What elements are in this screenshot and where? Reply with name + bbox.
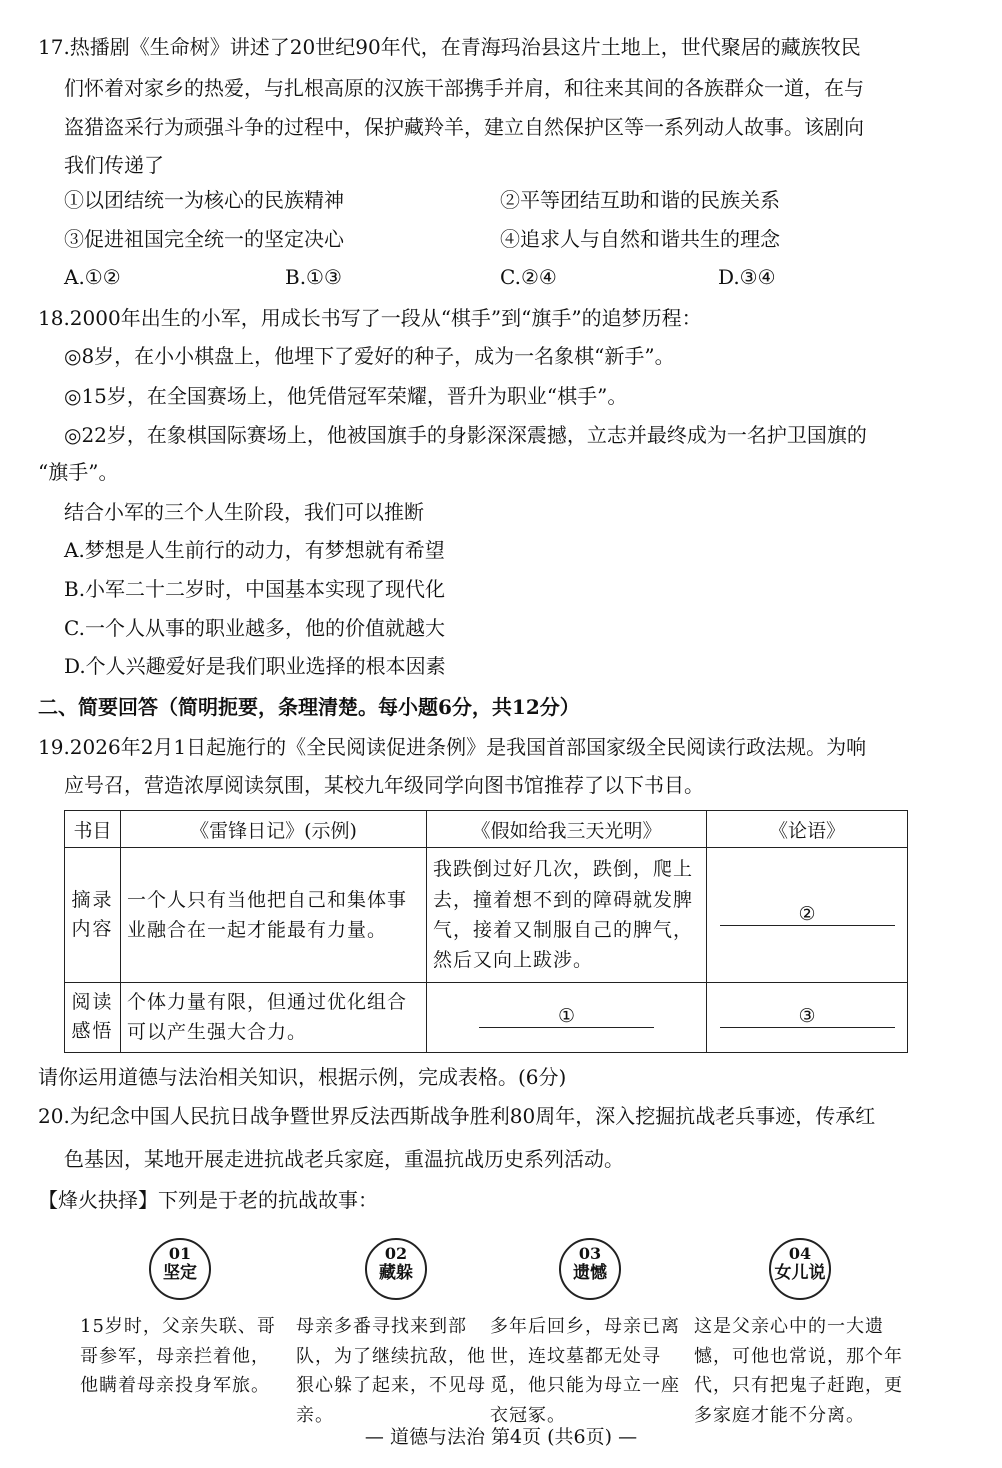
story-text-4: 这是父亲心中的一大遗憾，可他也常说，那个年代，只有把鬼子赶跑，更多家庭才能不分离。 [694,1316,903,1427]
q19-line-1: 19.2026年2月1日起施行的《全民阅读促进条例》是我国首部国家级全民阅读行政法规。为响 [38,735,867,759]
q18-stage-2: ◎15岁，在全国赛场上，他凭借冠军荣耀，晋升为职业“棋手”。 [64,384,628,408]
q18-option-c: C.一个人从事的职业越多，他的价值就越大 [64,616,445,640]
story-card-3 [490,1238,690,1431]
story-title-4: 女儿说 [774,1263,826,1283]
col-label-book: 书目 [65,811,121,848]
story-text-2: 母亲多番寻找来到部队，为了继续抗敌，他狠心躲了起来，不见母亲。 [296,1316,486,1427]
story-badge-3 [559,1238,621,1300]
story-number-2: 02 [384,1244,408,1263]
story-badge-4 [769,1238,831,1300]
reflection-three-days-cell [427,983,707,1053]
reflection-analects-cell [707,983,908,1053]
q17-option-a: A.①② [64,265,121,289]
q18-option-b: B.小军二十二岁时，中国基本实现了现代化 [64,577,446,601]
excerpt-analects-cell [707,848,908,983]
story-card-2 [296,1238,496,1431]
q20-line-1: 20.为纪念中国人民抗日战争暨世界反法西斯战争胜利80周年，深入挖掘抗战老兵事迹，传承红 [38,1104,876,1128]
q17-option-b: B.①③ [285,265,342,289]
q17-option-c: C.②④ [500,265,557,289]
answer-blank-3[interactable]: ③ [720,1006,895,1028]
book-title-analects: 《论语》 [707,811,908,848]
q17-line-1: 17.热播剧《生命树》讲述了20世纪90年代，在青海玛治县这片土地上，世代聚居的藏族牧民 [38,35,861,59]
q17-line-2: 们怀着对家乡的热爱，与扎根高原的汉族干部携手并肩，和往来其间的各族群众一道，在与 [64,76,864,100]
q19-line-2: 应号召，营造浓厚阅读氛围，某校九年级同学向图书馆推荐了以下书目。 [64,773,704,797]
row-label-excerpt: 摘录内容 [65,848,121,983]
q17-item-4: ④追求人与自然和谐共生的理念 [500,227,780,251]
q17-line-4: 我们传递了 [64,153,164,177]
story-card-1 [80,1238,280,1401]
q17-item-2: ②平等团结互助和谐的民族关系 [500,188,780,212]
page-footer: — 道德与法治 第4页 (共6页) — [364,1426,638,1448]
story-number-4: 04 [788,1244,812,1263]
story-title-2: 藏躲 [379,1263,413,1283]
reflection-leifeng: 个体力量有限，但通过优化组合可以产生强大合力。 [121,983,427,1053]
answer-blank-2[interactable]: ② [720,904,895,926]
excerpt-three-days: 我跌倒过好几次，跌倒，爬上去，撞着想不到的障碍就发脾气，接着又制服自己的脾气，然后又向上跋涉。 [427,848,707,983]
book-title-three-days: 《假如给我三天光明》 [427,811,707,848]
story-title-1: 坚定 [163,1263,197,1283]
book-recommendation-table [64,810,908,1053]
story-text-3: 多年后回乡，母亲已离世，连坟墓都无处寻觅，他只能为母立一座衣冠冢。 [490,1316,680,1427]
row-label-reflection: 阅读感悟 [65,983,121,1053]
answer-blank-1[interactable]: ① [479,1006,654,1028]
table-row-excerpt [65,848,908,983]
excerpt-leifeng: 一个人只有当他把自己和集体事业融合在一起才能最有力量。 [121,848,427,983]
q18-question: 结合小军的三个人生阶段，我们可以推断 [64,500,424,524]
q18-stem: 18.2000年出生的小军，用成长书写了一段从“棋手”到“旗手”的追梦历程： [38,306,702,330]
book-title-leifeng: 《雷锋日记》(示例) [121,811,427,848]
q17-item-3: ③促进祖国完全统一的坚定决心 [64,227,344,251]
q19-instruction: 请你运用道德与法治相关知识，根据示例，完成表格。(6分) [38,1065,567,1089]
q18-stage-3: ◎22岁，在象棋国际赛场上，他被国旗手的身影深深震撼，立志并最终成为一名护卫国旗的 [64,423,867,447]
table-header-row [65,811,908,848]
q20-line-2: 色基因，某地开展走进抗战老兵家庭，重温抗战历史系列活动。 [64,1147,624,1171]
story-title-3: 遗憾 [573,1263,607,1283]
story-card-4 [694,1238,906,1431]
q18-stage-3-cont: “旗手”。 [38,460,119,484]
story-number-1: 01 [168,1244,192,1263]
q18-option-a: A.梦想是人生前行的动力，有梦想就有希望 [64,538,445,562]
table-row-reflection [65,983,908,1053]
section-2-heading: 二、简要回答（简明扼要，条理清楚。每小题6分，共12分） [38,695,580,719]
q20-sub-heading: 【烽火抉择】下列是于老的抗战故事： [38,1188,378,1212]
q18-stage-1: ◎8岁，在小小棋盘上，他埋下了爱好的种子，成为一名象棋“新手”。 [64,344,675,368]
q17-line-3: 盗猎盗采行为顽强斗争的过程中，保护藏羚羊，建立自然保护区等一系列动人故事。该剧向 [64,115,864,139]
story-text-1: 15岁时，父亲失联、哥哥参军，母亲拦着他，他瞒着母亲投身军旅。 [80,1316,276,1397]
q18-option-d: D.个人兴趣爱好是我们职业选择的根本因素 [64,654,446,678]
story-number-3: 03 [578,1244,602,1263]
story-badge-2 [365,1238,427,1300]
q17-item-1: ①以团结统一为核心的民族精神 [64,188,344,212]
q17-option-d: D.③④ [718,265,776,289]
story-badge-1 [149,1238,211,1300]
